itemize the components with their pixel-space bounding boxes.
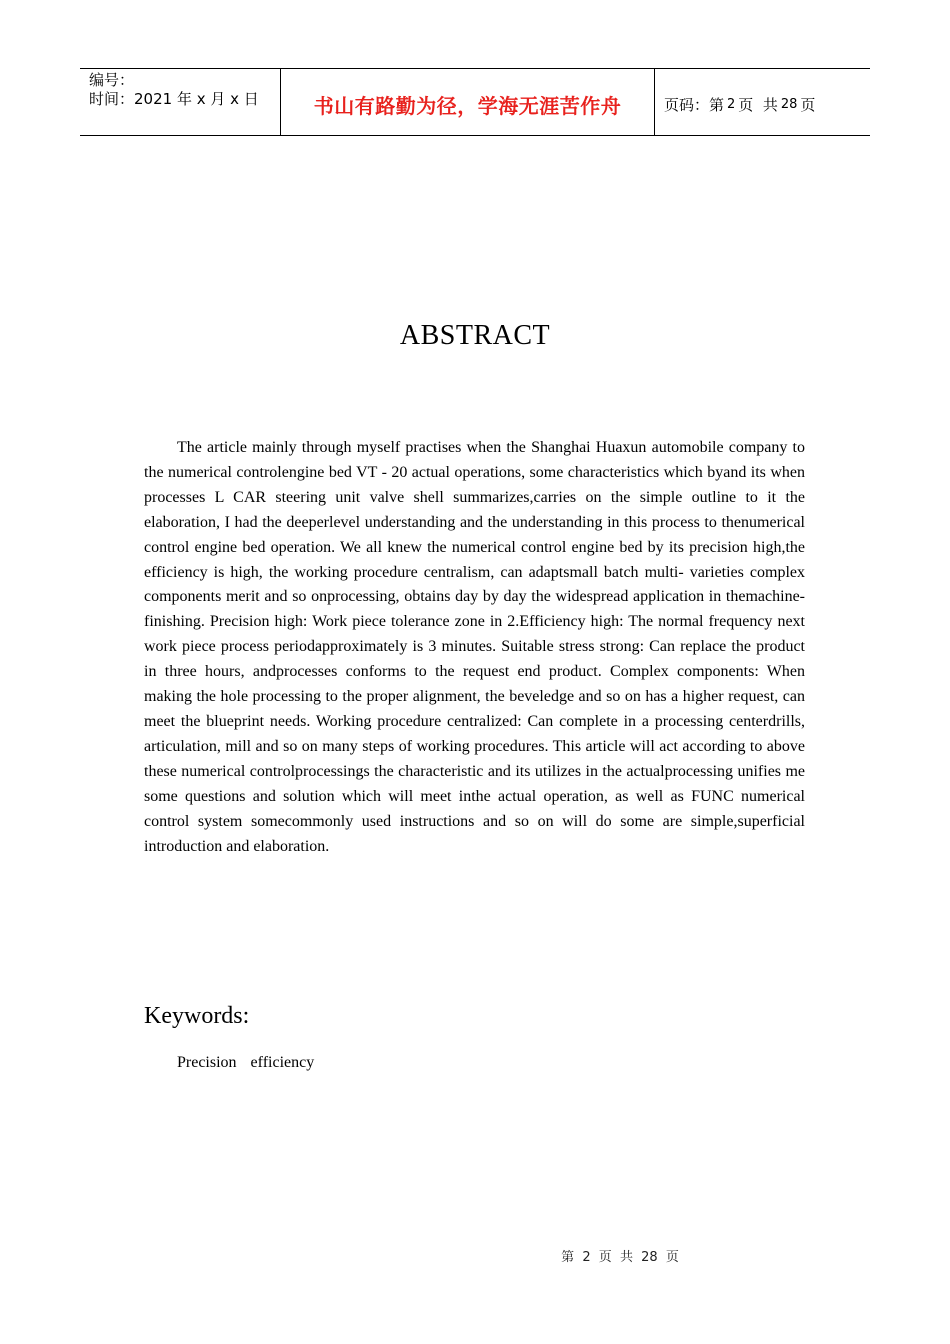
header-page-current: 2	[727, 96, 736, 112]
keywords-heading: Keywords:	[144, 1003, 250, 1029]
page-footer	[0, 1246, 950, 1265]
header-motto: 书山有路勤为径，学海无涯苦作舟	[313, 93, 622, 118]
footer-suffix: 页	[665, 1250, 679, 1265]
header-page-cell	[655, 69, 870, 135]
document-header	[80, 68, 870, 136]
header-motto-cell	[281, 69, 655, 135]
footer-total: 28	[641, 1250, 658, 1265]
header-page-suffix: 页	[800, 95, 816, 114]
keywords-text: Precision efficiency	[177, 1054, 315, 1071]
footer-current: 2	[582, 1250, 591, 1265]
footer-prefix: 第	[561, 1250, 575, 1265]
header-page-total: 28	[780, 96, 798, 112]
abstract-body: The article mainly through myself practises when the Shanghai Huaxun automobile company to the numerical controlengine bed VT - 20 actual operations, some characteristics which byand its when processes L CAR steering unit valve shell summarizes,carries on the simple outline to it the elaboration, I had the deeperlevel understanding and the understanding in this process to thenumerical control engine bed operation. We all knew the numerical control engine bed by its precision high,the efficiency is high, the working procedure centralism, can adaptsmall batch multi- varieties complex components merit and so onprocessing, obtains day by day the widespread application in themachine-finishing. Precision high: Work piece tolerance zone in 2.Efficiency high: The normal frequency next work piece process periodapproximately is 3 minutes. Suitable stress strong: Can replace the product in three hours, andprocesses conforms to the request end product. Complex components: When making the hole processing to the proper alignment, the beveledge and so on has a higher request, can meet the blueprint needs. Working procedure centralized: Can complete in a processing centerdrills, articulation, mill and so on many steps of working procedures. This article will act according to above these numerical controlprocessings the characteristic and its utilizes in the actualprocessing unifies me some questions and solution which will meet inthe actual operation, as well as FUNC numerical control system somecommonly used instructions and so on will do some are simple,superficial introduction and elaboration.	[144, 439, 805, 855]
footer-middle: 页 共	[598, 1250, 633, 1265]
abstract-title: ABSTRACT	[399, 320, 551, 351]
document-time-label: 时间：2021 年 x 月 x 日	[89, 90, 259, 108]
header-info-cell	[80, 69, 281, 135]
header-page-prefix: 页码：第	[664, 95, 725, 114]
document-number-label: 编号：	[89, 71, 135, 89]
header-page-middle: 页 共	[738, 95, 778, 114]
